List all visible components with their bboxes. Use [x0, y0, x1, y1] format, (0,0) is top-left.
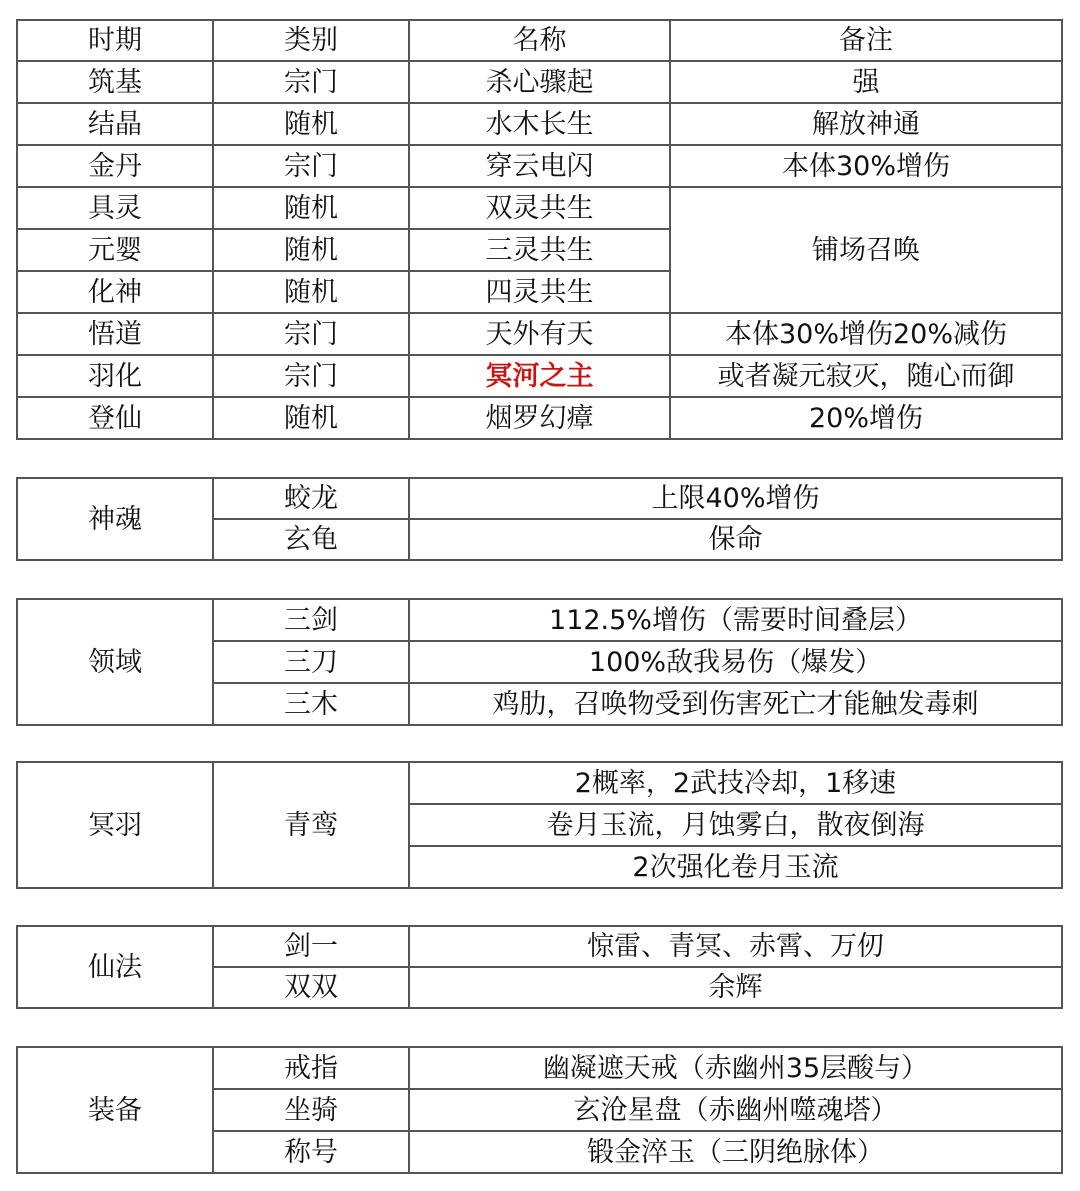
soul-table	[16, 477, 1063, 561]
item-cell: 三刀	[213, 641, 409, 683]
desc-cell: 惊雷、青冥、赤霄、万仞	[409, 926, 1062, 967]
table-row	[17, 926, 1062, 967]
spell-table	[16, 925, 1063, 1009]
type-cell: 随机	[213, 271, 409, 313]
name-cell: 水木长生	[409, 103, 670, 145]
period-cell: 化神	[17, 271, 213, 313]
group-label: 神魂	[17, 478, 213, 560]
period-cell: 结晶	[17, 103, 213, 145]
name-cell: 穿云电闪	[409, 145, 670, 187]
type-cell: 随机	[213, 103, 409, 145]
name-cell: 双灵共生	[409, 187, 670, 229]
desc-cell: 锻金淬玉（三阴绝脉体）	[409, 1131, 1062, 1173]
table-row	[17, 762, 1062, 804]
table-row	[17, 187, 1062, 229]
desc-cell: 112.5%增伤（需要时间叠层）	[409, 599, 1062, 641]
name-cell: 天外有天	[409, 313, 670, 355]
period-cell: 登仙	[17, 397, 213, 439]
item-cell: 戒指	[213, 1047, 409, 1089]
equip-table	[16, 1046, 1063, 1174]
header-period: 时期	[17, 20, 213, 61]
period-cell: 筑基	[17, 61, 213, 103]
desc-cell: 100%敌我易伤（爆发）	[409, 641, 1062, 683]
table-row	[17, 397, 1062, 439]
note-cell: 解放神通	[670, 103, 1062, 145]
type-cell: 宗门	[213, 355, 409, 397]
item-cell: 称号	[213, 1131, 409, 1173]
table-row	[17, 313, 1062, 355]
desc-cell: 余辉	[409, 967, 1062, 1008]
type-cell: 宗门	[213, 61, 409, 103]
table-row	[17, 1047, 1062, 1089]
table-row	[17, 145, 1062, 187]
period-cell: 元婴	[17, 229, 213, 271]
type-cell: 随机	[213, 229, 409, 271]
note-cell: 或者凝元寂灭，随心而御	[670, 355, 1062, 397]
note-cell-merged: 铺场召唤	[670, 187, 1062, 313]
type-cell: 宗门	[213, 313, 409, 355]
desc-cell: 2次强化卷月玉流	[409, 846, 1062, 888]
group-label: 冥羽	[17, 762, 213, 888]
plume-table	[16, 761, 1063, 889]
item-cell: 双双	[213, 967, 409, 1008]
type-cell: 宗门	[213, 145, 409, 187]
table-row	[17, 478, 1062, 519]
note-cell: 强	[670, 61, 1062, 103]
period-cell: 悟道	[17, 313, 213, 355]
header-name: 名称	[409, 20, 670, 61]
desc-cell: 上限40%增伤	[409, 478, 1062, 519]
domain-table	[16, 598, 1063, 726]
table-header-row	[17, 20, 1062, 61]
group-label: 仙法	[17, 926, 213, 1008]
desc-cell: 玄沧星盘（赤幽州噬魂塔）	[409, 1089, 1062, 1131]
desc-cell: 2概率，2武技冷却，1移速	[409, 762, 1062, 804]
item-cell: 玄龟	[213, 519, 409, 560]
item-cell: 青鸾	[213, 762, 409, 888]
item-cell: 三剑	[213, 599, 409, 641]
note-cell: 本体30%增伤20%减伤	[670, 313, 1062, 355]
name-cell: 四灵共生	[409, 271, 670, 313]
type-cell: 随机	[213, 397, 409, 439]
header-note: 备注	[670, 20, 1062, 61]
table-row	[17, 103, 1062, 145]
item-cell: 三木	[213, 683, 409, 725]
item-cell: 剑一	[213, 926, 409, 967]
note-cell: 本体30%增伤	[670, 145, 1062, 187]
desc-cell: 鸡肋，召唤物受到伤害死亡才能触发毒刺	[409, 683, 1062, 725]
period-cell: 具灵	[17, 187, 213, 229]
header-type: 类别	[213, 20, 409, 61]
group-label: 装备	[17, 1047, 213, 1173]
realm-table	[16, 19, 1063, 440]
type-cell: 随机	[213, 187, 409, 229]
name-cell: 三灵共生	[409, 229, 670, 271]
note-cell: 20%增伤	[670, 397, 1062, 439]
period-cell: 金丹	[17, 145, 213, 187]
item-cell: 蛟龙	[213, 478, 409, 519]
period-cell: 羽化	[17, 355, 213, 397]
table-row	[17, 61, 1062, 103]
name-cell: 杀心骤起	[409, 61, 670, 103]
table-row	[17, 355, 1062, 397]
name-cell: 烟罗幻瘴	[409, 397, 670, 439]
table-row	[17, 599, 1062, 641]
desc-cell: 幽凝遮天戒（赤幽州35层酸与）	[409, 1047, 1062, 1089]
desc-cell: 保命	[409, 519, 1062, 560]
item-cell: 坐骑	[213, 1089, 409, 1131]
group-label: 领域	[17, 599, 213, 725]
desc-cell: 卷月玉流，月蚀雾白，散夜倒海	[409, 804, 1062, 846]
name-cell-highlighted: 冥河之主	[409, 355, 670, 397]
